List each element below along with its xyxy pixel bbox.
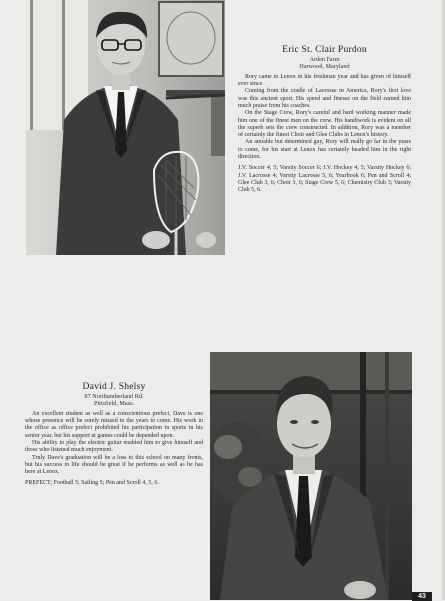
bio-paragraph: Coming from the cradle of Lacrosse in America, Rory's first love was this ancient sport. His speed and finesse on the field earned him much praise from his coaches.	[238, 88, 411, 109]
student-entry-shelsy	[25, 381, 203, 488]
student-address	[238, 56, 411, 71]
bio-paragraph: An amiable but determined guy, Rory will really go far in the years to come, for his start at Lenox has certainly headed him in the right direction.	[238, 139, 411, 161]
bio-paragraph: His ability to play the electric guitar enabled him to give himself and those who listened much enjoyment.	[25, 440, 203, 454]
student-name: David J. Shelsy	[82, 381, 146, 392]
bio-paragraph: An excellent student as well as a conscientious prefect, Dave is one whose presence will be sorely missed in the years to come. His work in the office as office prefect prohibited his participation in sports in his senior year, but his support at games could be depended upon.	[25, 410, 203, 439]
address-line: Harwood, Maryland	[299, 63, 350, 71]
portrait-photo-shelsy	[210, 352, 412, 600]
address-line: Pittsfield, Mass.	[93, 400, 135, 408]
student-name: Eric St. Clair Purdon	[282, 44, 367, 55]
activities-list: PREFECT; Football 5; Sailing 5; Pen and Scroll 4, 5, 6.	[25, 480, 159, 487]
bio-paragraph: On the Stage Crew, Rory's careful and hard working manner made him one of the finest men on the crew. His handiwork is evident on all the superb sets the crew constructed. In addition, Rory was a member of certainly the finest Choir and Glee Clubs in Lenox's history.	[238, 110, 411, 139]
address-line: 87 Northumberland Rd.	[84, 393, 144, 400]
student-entry-purdon	[238, 44, 411, 195]
bio-paragraph: Rory came to Lenox in his freshman year and has given of himself ever since.	[238, 73, 411, 88]
student-address	[25, 393, 203, 408]
page-number: 43	[412, 592, 432, 601]
portrait-photo-purdon	[26, 0, 225, 255]
activities-list: J.V. Soccer 4, 5; Varsity Soccer 6; J.V. Hockey 4, 5; Varsity Hockey 6; J.V. Lacrosse 4; Varsity Lacrosse 5, 6; Yearbook 6; Pen and Scroll 4; Glee Club 3, 6; Choir 3, 6; Stage Crew 5, 6; Chemistry Club 3; Varsity Club 5, 6.	[238, 165, 411, 194]
bio-paragraph: Truly Dave's graduation will be a loss to this school on many fronts, but his success in life should be great if he performs as well as he has here at Lenox.	[25, 454, 203, 476]
address-line: Arden Farm	[309, 56, 340, 63]
